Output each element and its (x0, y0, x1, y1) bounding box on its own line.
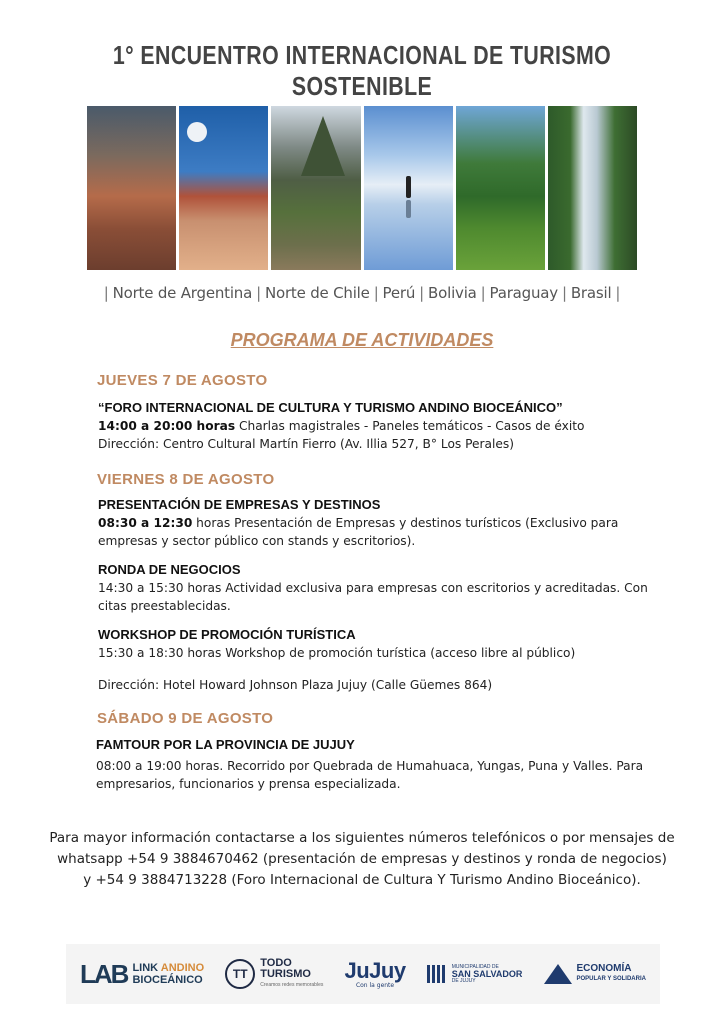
machu-picchu-photo (271, 106, 360, 270)
famtour-block (96, 736, 666, 793)
country-list: | Norte de Argentina | Norte de Chile | Perú | Bolivia | Paraguay | Brasil | (103, 284, 621, 302)
presentation-block (98, 496, 658, 550)
moon-shape (187, 122, 207, 142)
country-item: Norte de Chile (264, 284, 370, 302)
country-item: Norte de Argentina (112, 284, 253, 302)
reflection-shape (406, 200, 411, 218)
building-icon (427, 965, 447, 983)
country-item: Bolivia (428, 284, 477, 302)
todo-turismo-logo: TT TODO TURISMO Creamos redes memorables (225, 958, 323, 991)
country-item: Brasil (570, 284, 612, 302)
presentation-desc: 08:30 a 12:30 horas Presentación de Empresas y destinos turísticos (Exclusivo para empresas y sector público con stands y escritorios). (98, 516, 619, 548)
economia-popular-logo: ECONOMÍA POPULAR Y SOLIDARIA (544, 964, 646, 984)
country-item: Paraguay (489, 284, 558, 302)
tt-circle-icon: TT (225, 959, 255, 989)
jujuy-logo: JuJuy Con la gente (344, 957, 406, 989)
sponsor-logos (66, 944, 660, 1004)
presentation-title: PRESENTACIÓN DE EMPRESAS Y DESTINOS (98, 497, 381, 512)
event-title: “FORO INTERNACIONAL DE CULTURA Y TURISMO ANDINO BIOCEÁNICO” (98, 400, 563, 415)
mountains-photo (87, 106, 176, 270)
wetland-photo (456, 106, 545, 270)
friday-address: Dirección: Hotel Howard Johnson Plaza Jujuy (Calle Güemes 864) (98, 678, 493, 692)
contact-info: Para mayor información contactarse a los siguientes números telefónicos o por mensajes de whatsapp +54 9 3884670462 (presentación de empresas y destinos y ronda de negocios) y +54 9 3884713228 (Foro Internacional de Cultura Y Turismo Andino Bioceánico). (49, 830, 675, 888)
salt-flat-photo (364, 106, 453, 270)
day-heading-friday: VIERNES 8 DE AGOSTO (97, 471, 275, 488)
country-item: Perú (382, 284, 416, 302)
ronda-title: RONDA DE NEGOCIOS (98, 562, 241, 577)
page-title: 1° ENCUENTRO INTERNACIONAL DE TURISMO SOSTENIBLE (112, 40, 612, 101)
triangle-icon (544, 964, 572, 984)
person-shape (406, 176, 411, 198)
peak-shape (301, 116, 345, 176)
program-heading: PROGRAMA DE ACTIVIDADES (230, 330, 494, 350)
event-address: Dirección: Centro Cultural Martín Fierro (Av. Illia 527, B° Los Perales) (98, 437, 515, 451)
ronda-desc: 14:30 a 15:30 horas Actividad exclusiva para empresas con escritorios y acreditadas. Con citas preestablecidas. (98, 581, 648, 613)
photo-strip (87, 106, 637, 270)
municipalidad-logo: MUNICIPALIDAD DE SAN SALVADOR DE JUJUY (427, 964, 523, 985)
day-heading-thursday: JUEVES 7 DE AGOSTO (97, 372, 268, 389)
link-andino-logo: LAB LINK ANDINO BIOCEÁNICO (80, 958, 205, 989)
famtour-title: FAMTOUR POR LA PROVINCIA DE JUJUY (96, 737, 355, 752)
thursday-block (98, 399, 658, 453)
famtour-desc: 08:00 a 19:00 horas. Recorrido por Quebrada de Humahuaca, Yungas, Puna y Valles. Para empresarios, funcionarios y prensa especializada. (96, 759, 644, 791)
event-schedule: 14:00 a 20:00 horas Charlas magistrales - Paneles temáticos - Casos de éxito (98, 419, 585, 433)
ronda-block (98, 561, 658, 615)
workshop-title: WORKSHOP DE PROMOCIÓN TURÍSTICA (98, 627, 356, 642)
workshop-block (98, 626, 658, 662)
day-heading-saturday: SÁBADO 9 DE AGOSTO (97, 710, 274, 727)
waterfall-photo (548, 106, 637, 270)
desert-photo (179, 106, 268, 270)
workshop-desc: 15:30 a 18:30 horas Workshop de promoción turística (acceso libre al público) (98, 646, 576, 660)
